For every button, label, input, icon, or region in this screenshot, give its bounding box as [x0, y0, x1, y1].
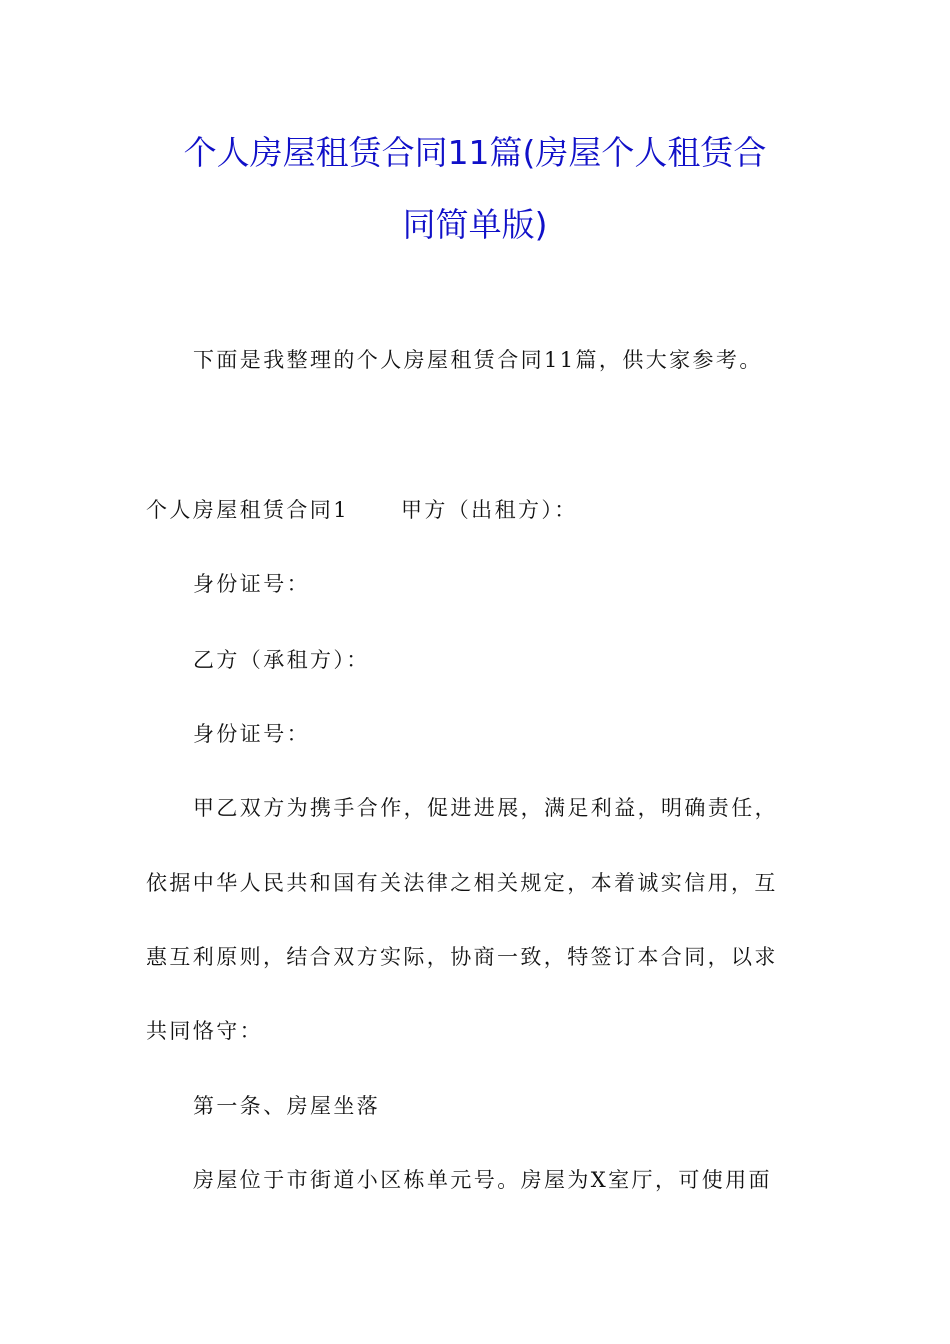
article-1-text: 房屋位于市街道小区栋单元号。房屋为X室厅，可使用面	[193, 1168, 772, 1192]
preamble-line-1: 甲乙双方为携手合作，促进进展，满足利益，明确责任，	[193, 796, 778, 820]
id-number-a-label: 身份证号：	[193, 572, 310, 596]
preamble-line-3: 惠互利原则，结合双方实际，协商一致，特签订本合同，以求	[146, 945, 778, 969]
party-a-label: 甲方（出租方）：	[400, 498, 578, 522]
document-title-line-2: 同简单版)	[402, 205, 548, 244]
preamble-line-2: 依据中华人民共和国有关法律之相关规定，本着诚实信用，互	[146, 871, 778, 895]
contract-heading-row	[146, 500, 578, 521]
document-title-line-1: 个人房屋租赁合同11篇(房屋个人租赁合	[183, 133, 767, 172]
party-b-label: 乙方（承租方）：	[193, 648, 370, 672]
article-1-heading: 第一条、房屋坐落	[193, 1094, 381, 1118]
preamble-line-4: 共同恪守：	[146, 1019, 263, 1043]
contract-heading: 个人房屋租赁合同1	[146, 498, 349, 522]
id-number-b-label: 身份证号：	[193, 722, 310, 746]
intro-paragraph: 下面是我整理的个人房屋租赁合同11篇，供大家参考。	[193, 348, 763, 372]
